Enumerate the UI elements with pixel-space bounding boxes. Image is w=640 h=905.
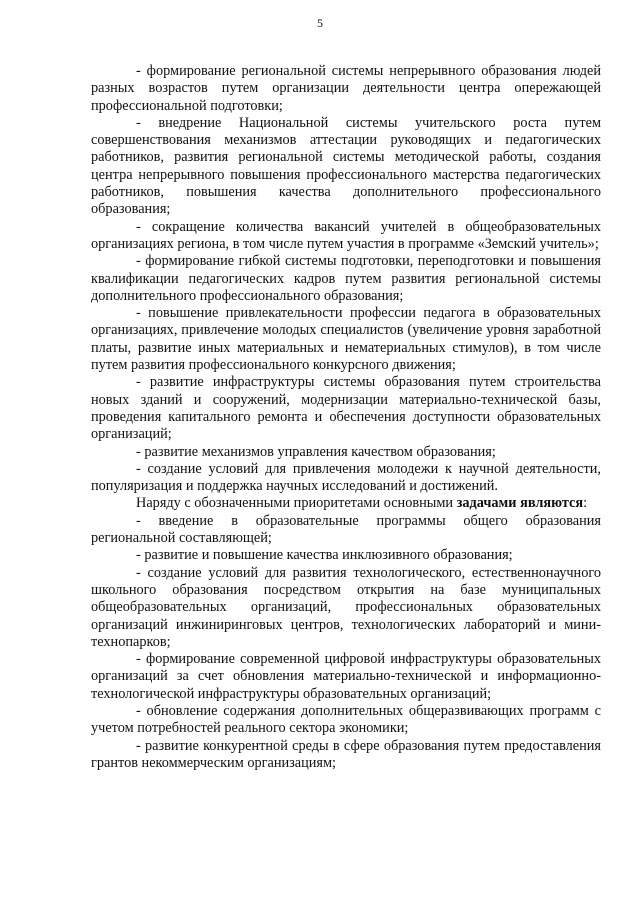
priority-item-8: - создание условий для привлечения молодежи к научной деятельности, популяризация и поддержка научных исследований и достижений. [91, 460, 601, 495]
document-body [91, 63, 601, 772]
priority-item-1: - формирование региональной системы непрерывного образования людей разных возрастов путем организации деятельности центра опережающей профессиональной подготовки; [91, 63, 601, 114]
priority-item-4: - формирование гибкой системы подготовки, переподготовки и повышения квалификации педагогических кадров путем развития региональной системы дополнительного профессионального образования; [91, 253, 601, 304]
priority-item-6: - развитие инфраструктуры системы образования путем строительства новых зданий и сооружений, модернизации материально-технической базы, проведения капитального ремонта и обеспечения доступности образовательных организаций; [91, 374, 601, 443]
task-item-5: - обновление содержания дополнительных общеразвивающих программ с учетом потребностей реального сектора экономики; [91, 702, 601, 737]
task-item-3: - создание условий для развития технологического, естественнонаучного школьного образования посредством открытия на базе муниципальных общеобразовательных организаций, профессиональных образовательных организаций инжиниринговых центров, технологических лабораторий и мини-технопарков; [91, 564, 601, 650]
task-item-4: - формирование современной цифровой инфраструктуры образовательных организаций за счет обновления материально-технической и информационно-технологической инфраструктуры образовательных организаций; [91, 651, 601, 702]
priority-item-2: - внедрение Национальной системы учительского роста путем совершенствования механизмов аттестации руководящих и педагогических работников, развития региональной системы методической работы, создания центра непрерывного повышения профессионального мастерства педагогических работников, повышения качества дополнительного профессионального образования; [91, 114, 601, 218]
tasks-intro [91, 495, 601, 512]
task-item-1: - введение в образовательные программы общего образования региональной составляющей; [91, 512, 601, 547]
tasks-intro-text: Наряду с обозначенными приоритетами основными [136, 495, 457, 512]
page-number: 5 [317, 16, 323, 30]
tasks-intro-bold: задачами являются [456, 495, 584, 512]
priority-item-7: - развитие механизмов управления качеством образования; [136, 443, 496, 460]
priority-item-3: - сокращение количества вакансий учителей в общеобразовательных организациях региона, в том числе путем участия в программе «Земский учитель»; [91, 218, 601, 252]
tasks-intro-tail: : [583, 495, 588, 512]
priority-item-5: - повышение привлекательности профессии педагога в образовательных организациях, привлечение молодых специалистов (увеличение уровня заработной платы, развитие иных материальных и нематериальных стимулов), в том числе путем развития профессионального конкурсного движения; [91, 305, 601, 374]
task-item-2: - развитие и повышение качества инклюзивного образования; [136, 547, 513, 564]
task-item-6: - развитие конкурентной среды в сфере образования путем предоставления грантов некоммерческим организациям; [91, 737, 601, 771]
